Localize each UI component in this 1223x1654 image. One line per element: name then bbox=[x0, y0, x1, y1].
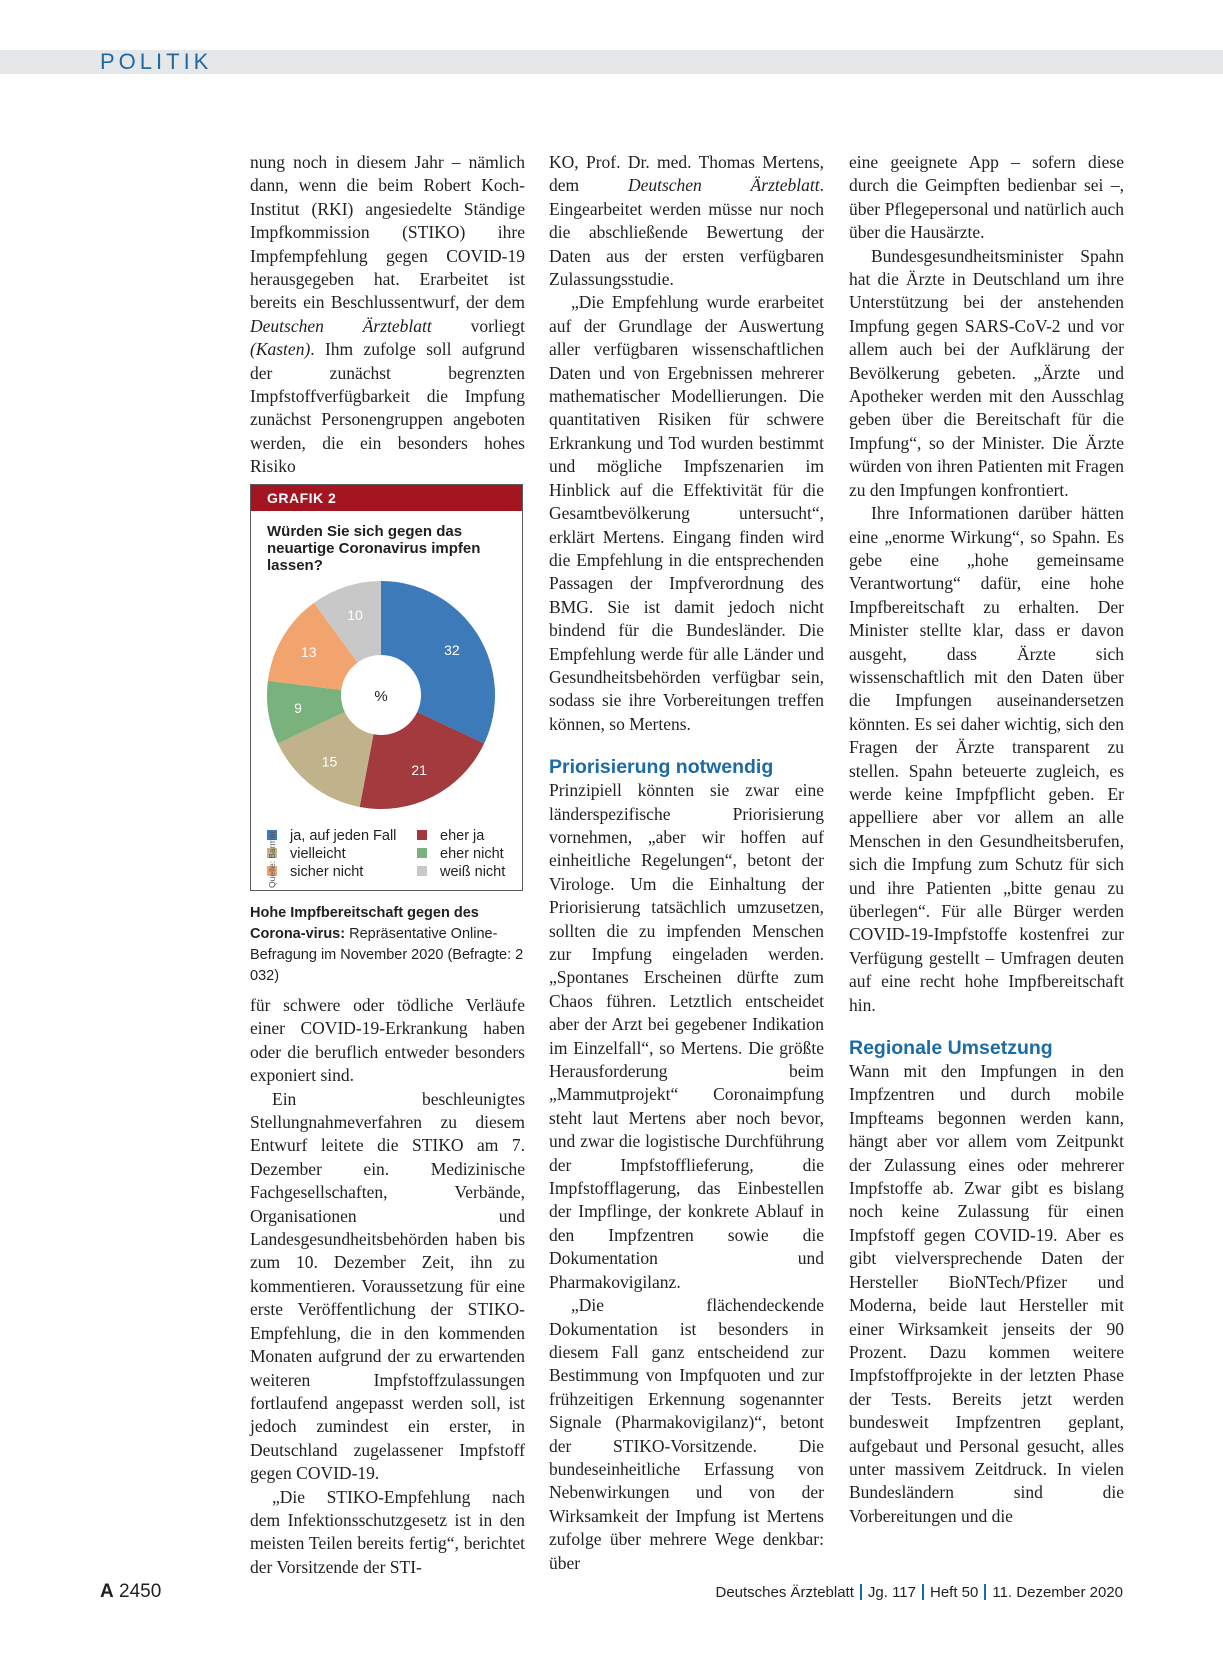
separator bbox=[922, 1584, 924, 1600]
paragraph: Wann mit den Impfungen in den Impfzentren und durch mobile Impfteams begonnen werden kann, hängt aber vor allem vom Zeitpunkt der Zulassung eines oder mehrerer Impfstoffe ab. Zwar gibt es bislang noch keine Zulassung für einen Impfstoff gegen COVID-19. Aber es gibt vielversprechende Daten der Hersteller BioNTech/Pfizer und Moderna, beide laut Hersteller mit einer Wirksamkeit jenseits der 90 Prozent. Dazu kommen weitere Impfstoffprojekte in der letzten Phase der Tests. Bereits jetzt werden bundesweit Impfzentren geplant, aufgebaut und Personal gesucht, alles unter massivem Zeitdruck. In vielen Bundesländern sind die Vorbereitungen und die bbox=[849, 1061, 1124, 1526]
text-run: . Ihm zufolge soll aufgrund der zunächst begrenzten Impfstoffverfügbarkeit die Impfung zunächst Personengruppen angeboten werden, die ein besonders hohes Risiko bbox=[250, 339, 525, 477]
legend-label: ja, auf jeden Fall bbox=[290, 828, 397, 844]
paragraph: Bundesgesundheitsminister Spahn hat die Ärzte in Deutschland um ihre Unterstützung bei der anstehenden Impfung gegen SARS-CoV-2 und vor allem auch bei der Aufklärung der Bevölkerung gebeten. „Ärzte und Apotheker werden mit den Ausschlag geben über die Bereitschaft für die Impfung“, so der Minister. Die Ärzte würden von ihren Patienten mit Fragen zu den Impfungen konfrontiert. bbox=[849, 245, 1124, 500]
pie-slice-label: 32 bbox=[444, 641, 460, 658]
legend-item bbox=[267, 863, 363, 881]
paragraph: „Die flächendeckende Dokumentation ist besonders in diesem Fall ganz entscheidend zur Bestimmung von Impfquoten und zur frühzeitigen Erkennung sogenannter Signale (Pharmakovigilanz)“, betont der STIKO-Vorsitzende. Die bundeseinheitliche Erfassung von Nebenwirkungen und von der Wirksamkeit der Impfung ist Mertens zufolge über mehrere Wege denkbar: über bbox=[549, 1295, 824, 1573]
chart-source: Quelle: Barmer bbox=[267, 830, 277, 888]
pie-slice-label: 9 bbox=[294, 700, 302, 717]
paragraph bbox=[250, 151, 525, 479]
volume: Jg. 117 bbox=[867, 1584, 916, 1601]
legend-item bbox=[417, 827, 484, 845]
text-run: . Eingearbeitet werden müsse nur noch die abschließende Bewertung der Daten aus der ersten verfügbaren Zulassungsstudie. bbox=[549, 175, 824, 290]
paragraph: Ein beschleunigtes Stellungnahmeverfahren zu diesem Entwurf leitete die STIKO am 7. Dezember ein. Medizinische Fachgesellschaften, Verbände, Organisationen und Landesgesundheitsbehörden haben bis zum 10. Dezember Zeit, ihn zu kommentieren. Voraussetzung für eine erste Veröffentlichung der STIKO-Empfehlung, die in den kommenden Monaten aufgrund der zu erwartenden weiteren Impfstoffzulassungen fortlaufend angepasst werden soll, ist jedoch zumindest ein erster, in Deutschland zugelassener Impfstoff gegen COVID-19. bbox=[250, 1088, 525, 1484]
caption-bold: Hohe Impfbereitschaft gegen des Corona-virus: bbox=[250, 905, 479, 942]
paragraph: „Die Empfehlung wurde erarbeitet auf der Grundlage der Auswertung aller verfügbaren wissenschaftlichen Daten und von Ergebnissen mehrerer mathematischer Modellierungen. Die quantitativen Risiken für schwere Erkrankung und Tod wurden bestimmt und mögliche Impfszenarien im Hinblick auf die Effektivität für die Gesamtbevölkerung untersucht“, erklärt Mertens. Eingang finden wird die Empfehlung in die entsprechenden Passagen der Impfverordnung des BMG. Sie ist damit jedoch nicht bindend für die Bundesländer. Die Empfehlung werde für alle Länder und Gesundheitsbehörden verfügbar sein, sodass sie ihre Vorbereitungen treffen können, so Mertens. bbox=[549, 292, 824, 734]
legend-item bbox=[417, 863, 505, 881]
issue-date: 11. Dezember 2020 bbox=[992, 1584, 1123, 1601]
paragraph: Ihre Informationen darüber hätten eine „enorme Wirkung“, so Spahn. Es gebe eine „hohe gemeinsame Verantwortung“ dafür, eine hohe Impfbereitschaft zu erhalten. Der Minister stellte klar, dass er davon ausgeht, dass Ärzte sich wissenschaftlich mit den Daten über die Impfungen auseinandersetzen könnten. Es sei daher wichtig, sich den Fragen der Ärzte transparent zu stellen. Spahn beteuerte zugleich, es werde keine Impfpflicht geben. Er appelliere aber vor allem an alle Menschen in den Gesundheitsberufen, sich die Impfung zum Schutz für sich und ihre Patienten „bitte genau zu überlegen“. Für alle Bürger werden COVID-19-Impfstoffe kostenfrei zur Verfügung gestellt – Umfragen deuten auf eine recht hohe Impfbereitschaft hin. bbox=[849, 503, 1124, 1015]
page-number-value: 2450 bbox=[119, 1581, 162, 1602]
paragraph bbox=[549, 151, 824, 291]
legend-swatch bbox=[417, 848, 427, 858]
paragraph: für schwere oder tödliche Verläufe einer COVID-19-Erkrankung haben oder die beruflich entweder besonders exponiert sind. bbox=[250, 995, 525, 1086]
text-run: nung noch in diesem Jahr – nämlich dann, wenn die beim Robert Koch-Institut (RKI) angesiedelte Ständige Impfkommission (STIKO) ihre Impfempfehlung gegen COVID-19 herausgegeben hat. Erarbeitet ist bereits ein Beschlussentwurf, der dem bbox=[250, 152, 525, 313]
section-label: POLITIK bbox=[100, 49, 213, 74]
legend-label: weiß nicht bbox=[440, 864, 506, 880]
legend-item bbox=[267, 845, 346, 863]
subheading: Regionale Umsetzung bbox=[849, 1037, 1053, 1060]
chart-caption bbox=[250, 903, 530, 987]
article-column-1-top bbox=[250, 151, 525, 479]
legend-swatch bbox=[417, 866, 427, 876]
legend-item bbox=[417, 845, 504, 863]
page-number bbox=[100, 1581, 161, 1603]
separator bbox=[860, 1584, 862, 1600]
legend-item bbox=[267, 827, 396, 845]
italic-journal-name: Deutschen Ärzteblatt bbox=[627, 175, 820, 196]
separator bbox=[984, 1584, 986, 1600]
footer-info bbox=[715, 1584, 1123, 1601]
legend-label: eher nicht bbox=[440, 846, 504, 862]
pie-chart bbox=[266, 575, 496, 815]
paragraph: eine geeignete App – sofern diese durch die Geimpften bedienbar sei –, über Pflegepersonal und natürlich auch über die Hausärzte. bbox=[849, 152, 1124, 243]
pie-center-label: % bbox=[374, 688, 388, 705]
subheading: Priorisierung notwendig bbox=[549, 756, 774, 779]
pie-slice bbox=[381, 581, 495, 744]
caption-text: Repräsentative Online-Befragung im November 2020 (Befragte: 2 032) bbox=[250, 926, 524, 984]
paragraph: Prinzipiell könnten sie zwar eine länderspezifische Priorisierung vornehmen, „aber wir hoffen auf einheitliche Regelungen“, betont der Virologe. Um die Einhaltung der Priorisierung tatsächlich umzusetzen, sollten die zu impfenden Menschen zur Impfung eingeladen werden. „Spontanes Erscheinen dürfte zum Chaos führen. Letztlich entscheidet aber der Arzt bei gegebener Indikation im Einzelfall“, so Mertens. Die größte Herausforderung beim „Mammutprojekt“ Coronaimpfung steht laut Mertens aber noch bevor, und zwar die logistische Durchführung der Impfstofflieferung, die Impfstofflagerung, das Einbestellen der Impflinge, der konkrete Ablauf in den Impfzentren sowie die Dokumentation und Pharmakovigilanz. bbox=[549, 780, 824, 1292]
text-run: KO, Prof. Dr. med. Thomas Mertens, dem bbox=[549, 152, 824, 196]
pie-slice-label: 15 bbox=[321, 753, 338, 770]
pie-slice-label: 13 bbox=[300, 644, 317, 661]
legend-label: eher ja bbox=[440, 828, 485, 844]
italic-reference: (Kasten) bbox=[250, 339, 311, 360]
grafik-box bbox=[250, 484, 523, 891]
issue: Heft 50 bbox=[929, 1584, 979, 1601]
pie-slice-label: 21 bbox=[411, 761, 427, 778]
italic-journal-name: Deutschen Ärzteblatt bbox=[250, 315, 432, 336]
legend-label: vielleicht bbox=[290, 846, 346, 862]
legend-swatch bbox=[417, 830, 427, 840]
grafik-label: GRAFIK 2 bbox=[251, 485, 522, 511]
page-letter: A bbox=[100, 1581, 114, 1602]
legend-label: sicher nicht bbox=[290, 864, 364, 880]
chart-title: Würden Sie sich gegen das neuartige Coronavirus impfen lassen? bbox=[267, 523, 481, 574]
article-column-3 bbox=[849, 151, 1124, 1528]
paragraph: „Die STIKO-Empfehlung nach dem Infektionsschutzgesetz ist in den meisten Teilen bereits fertig“, berichtet der Vorsitzende der STI- bbox=[250, 1486, 525, 1577]
article-column-2 bbox=[549, 151, 824, 1575]
pie-slice-label: 10 bbox=[347, 607, 363, 624]
journal-name: Deutsches Ärzteblatt bbox=[715, 1584, 854, 1601]
text-run: vorliegt bbox=[431, 315, 526, 336]
article-column-1-bottom bbox=[250, 994, 525, 1579]
